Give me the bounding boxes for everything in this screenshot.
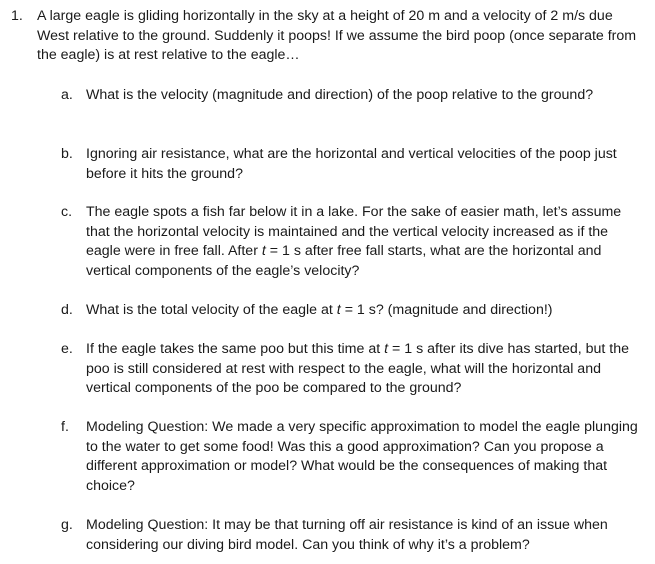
part-text: [86, 203, 641, 281]
part-letter: e.: [61, 341, 73, 357]
part-text: Modeling Question: We made a very specific approximation to model the eagle plunging to the water to get some food! Was this a good approximation? Can you propose a different approximation or model? What would be the consequences of making that choice?: [86, 419, 638, 494]
part-letter: d.: [61, 302, 73, 318]
part-text-before-var: What is the total velocity of the eagle at: [86, 302, 337, 318]
time-variable: t: [336, 302, 341, 318]
part-text-after-var: = 1 s after its dive has started, but the poo is still considered at rest with respect to the eagle, what will the horizontal and vertical components of the poo be compared to the ground?: [86, 341, 630, 396]
part-letter: g.: [61, 517, 73, 533]
part-text: Ignoring air resistance, what are the horizontal and vertical velocities of the poop just before it hits the ground?: [86, 146, 617, 182]
part-text: [86, 340, 641, 399]
part-text: What is the velocity (magnitude and direction) of the poop relative to the ground?: [86, 87, 594, 103]
part-text-before-var: The eagle spots a fish far below it in a lake. For the sake of easier math, let’s assume that the horizontal velocity is maintained and the vertical velocity increased as if the eagle were in free fall. After: [86, 204, 622, 259]
time-variable: t: [261, 243, 266, 259]
part-letter: f.: [61, 419, 69, 435]
part-letter: c.: [61, 204, 73, 220]
question-text: A large eagle is gliding horizontally in the sky at a height of 20 m and a velocity of 2 m/s due West relative to the ground. Suddenly it poops! If we assume the bird poop (once separate from the eagle) is at rest relative to the eagle…: [37, 8, 637, 63]
part-text-after-var: = 1 s after free fall starts, what are the horizontal and vertical components of the eagle’s velocity?: [86, 243, 602, 279]
time-variable: t: [384, 341, 389, 357]
part-text-before-var: If the eagle takes the same poo but this time at: [86, 341, 385, 357]
part-text: [86, 301, 641, 321]
part-text-after-var: = 1 s? (magnitude and direction!): [340, 302, 553, 318]
part-letter: b.: [61, 146, 73, 162]
part-letter: a.: [61, 87, 73, 103]
question-number: 1.: [11, 8, 23, 24]
part-text: Modeling Question: It may be that turning off air resistance is kind of an issue when considering our diving bird model. Can you think of why it’s a problem?: [86, 517, 608, 553]
